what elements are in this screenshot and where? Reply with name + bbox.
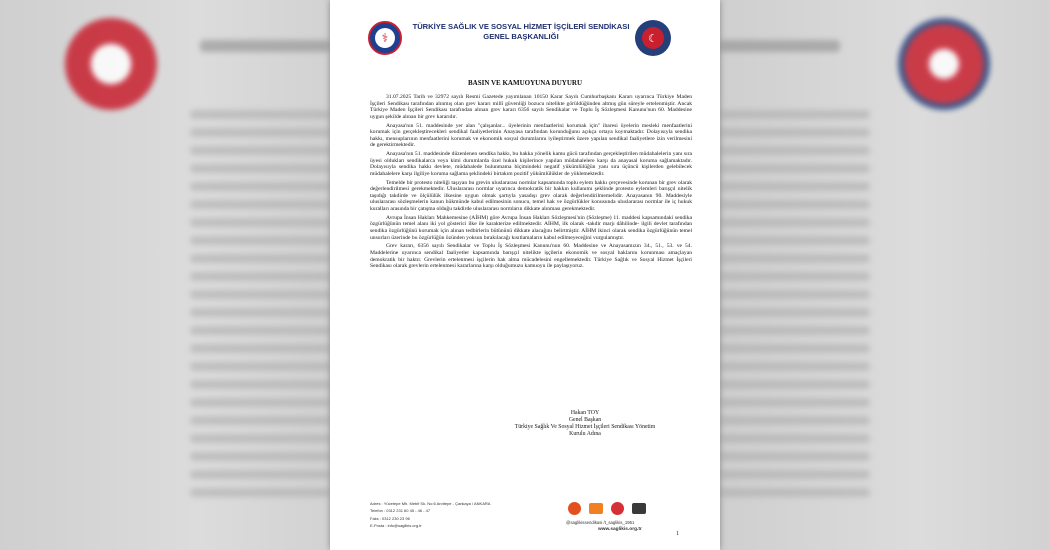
paragraph: Anayasa'nın 51. maddesinde yer alan "çalışanlar... üyelerinin menfaatlerini korumak için" ibaresi üyelerin mesleki menfaatlerini korumak için gerçekleştirecekleri sendikal faaliyetlerinin Anayasa tarafından korunduğunu açıkça ortaya koymaktadır. Dolayısıyla sendika hakkı, mensuplarının menfaatlerini korumak ve ekonomik sosyal durumlarını iyileştirmek üzere yapılan sendikal faaliyetlere izin verilmesini de gerektirmektedir. bbox=[370, 122, 692, 149]
document-page bbox=[330, 0, 720, 550]
footer-contact bbox=[370, 500, 545, 530]
organization-header bbox=[410, 22, 632, 42]
signatory-board: Kurulu Adına bbox=[569, 431, 601, 437]
footer-website: www.saglikis.org.tr bbox=[598, 527, 642, 532]
background-blur-right bbox=[720, 0, 1050, 550]
organization-name: TÜRKİYE SAĞLIK VE SOSYAL HİZMET İŞÇİLERİ SENDİKASI bbox=[412, 22, 630, 31]
signatory-org: Türkiye Sağlık Ve Sosyal Hizmet İşçileri Sendikası Yönetim bbox=[514, 424, 656, 430]
footer-fax: Faks : 0312 230 23 96 bbox=[370, 515, 410, 521]
announcement-title: BASIN VE KAMUOYUNA DUYURU bbox=[467, 79, 583, 87]
background-blur-left bbox=[0, 0, 330, 550]
footer-phone: Telefon : 0312 231 60 45 - 46 - 47 bbox=[370, 508, 431, 514]
signatory-name: Hakan TOY bbox=[570, 410, 600, 416]
page-number: 1 bbox=[676, 530, 680, 537]
blurred-text-lines bbox=[720, 110, 1050, 506]
partner-logo-icon bbox=[589, 503, 603, 514]
paragraph: Anayasa'nın 51. maddesinde düzenlenen sendika hakkı, bu hakka yönelik kamu gücü tarafından gerçekleştirilen müdahalelerin yanı sıra üyesi oldukları sendikalarca veya kimi durumlarda özel hukuk kişilerince yapılan müdahalelere karşı da anayasal koruma sağlamaktadır. Dolayısıyla sendika hakkı devlete, müdahalede bulunmama biçimindeki negatif yükümlülüğün yanı sıra üçüncü kişilerden gelebilecek müdahalelere karşı ilgiliye koruma sağlama şeklindeki birtakım pozitif yükümlülükler de yüklemektedir. bbox=[370, 151, 692, 177]
paragraph: Avrupa İnsan Hakları Mahkemesine (AİHM) göre Avrupa İnsan Hakları Sözleşmesi'nin (Sözleşme) 11. maddesi kapsamındaki sendika özgürlüğünün temel alanı iki yol gösterici ilke ile karakterize edilmektedir. AİHM, ilk olarak -takdir marjı dâhilinde- ilgili devlet tarafından sendika özgürlüğünü korumak için alınan tedbirlerin bütününü dikkate alacağını belirtmiştir. AİHM ikinci olarak sendika özgürlüğünün temel unsurları üzerinde bu özgürlüğün özünden yoksun bırakılacağı kısıtlamaların kabul edilmeyeceğini vurgulamıştır. bbox=[370, 214, 692, 241]
paragraph: Temelde bir protesto niteliği taşıyan bu grevin uluslararası normlar kapsamında toplu eylem hakkı çerçevesinde korunan bir grev olarak değerlendirilmesi gerekmektedir. Uluslararası normlar uyarınca demokratik bir hakkın kullanımı şeklinde protesto eylemleri barışçıl nitelik taşıdığı takdirde ve ölçülülük ilkesine uygun olmak şartıyla yasadışı grev olarak değerlendirilmemelidir. Anayasanın 90. Maddesiyle uluslararası sözleşmelerin kanun hükmünde kabul edilmesinin sonucu, temel hak ve özgürlükler konusunda uluslararası normlar ile iç hukuk kuralları arasında bir çatışma olduğu takdirde uluslararası normların dikkate alınması gerekmektedir. bbox=[370, 179, 692, 212]
partner-logo-icon bbox=[611, 502, 624, 515]
footer-social-handles: @saglikissendikasi /t_saglikis_1961 bbox=[566, 520, 635, 525]
blurred-heading bbox=[200, 40, 330, 52]
signatory-title: Genel Başkan bbox=[568, 417, 602, 423]
blurred-text-lines bbox=[0, 110, 330, 506]
partner-logo-icon bbox=[568, 502, 581, 515]
union-emblem-icon: ⚕ bbox=[368, 21, 402, 55]
turk-is-emblem-icon: ☾ bbox=[635, 20, 671, 56]
signature-block bbox=[480, 410, 690, 438]
paragraph: Grev kararı, 6356 sayılı Sendikalar ve Toplu İş Sözleşmesi Kanunu'nun 60. Maddesine ve Anayasamızın 34., 51., 53. ve 54. Maddelerine uyarınca sendikal faaliyetler kapsamında barışçıl nitelikte işçilerin ekonomik ve sosyal haklarını korunması amaçlayan demokratik bir haktır. Grevlerin ertelenmesi işçilerin hak alma mücadelesini engellemektedir. Türkiye Sağlık ve Sosyal Hizmet İşçileri Sendikası olarak grevlerin ertelenmesi kararlarına karşı olduğumuzu kamuoyu ile paylaşıyoruz. bbox=[370, 243, 692, 270]
footer-email: E-Posta : info@saglikis.org.tr bbox=[370, 523, 422, 529]
paragraph: 31.07.2025 Tarih ve 32972 sayılı Resmi Gazetede yayımlanan 10150 Karar Sayılı Cumhurbaşkanı Kararı uyarınca Türkiye Maden İşçileri Sendikası tarafından alınmış olan grev kararı millî güvenliği bozucu nitelikte görüldüğünden altmış gün süreyle ertelenmiştir. Ancak Türkiye Maden İşçileri Sendikası tarafından alınan grev kararı 6356 sayılı Sendikalar ve Toplu İş Sözleşmesi Kanunu'nun 60. Maddesine uygun şekilde alınan bir grev kararıdır. bbox=[370, 94, 692, 120]
footer-logos bbox=[568, 502, 646, 515]
organization-subtitle: GENEL BAŞKANLIĞI bbox=[483, 32, 559, 41]
blurred-logo-icon bbox=[898, 18, 990, 110]
footer-address: Adres : Yücetepe Mh. Mebif Sk. No:6 Anıttepe - Çankaya / ANKARA bbox=[370, 501, 491, 506]
announcement-body bbox=[370, 94, 692, 272]
blurred-logo-icon bbox=[65, 18, 157, 110]
partner-logo-icon bbox=[632, 503, 646, 514]
blurred-heading bbox=[720, 40, 840, 52]
